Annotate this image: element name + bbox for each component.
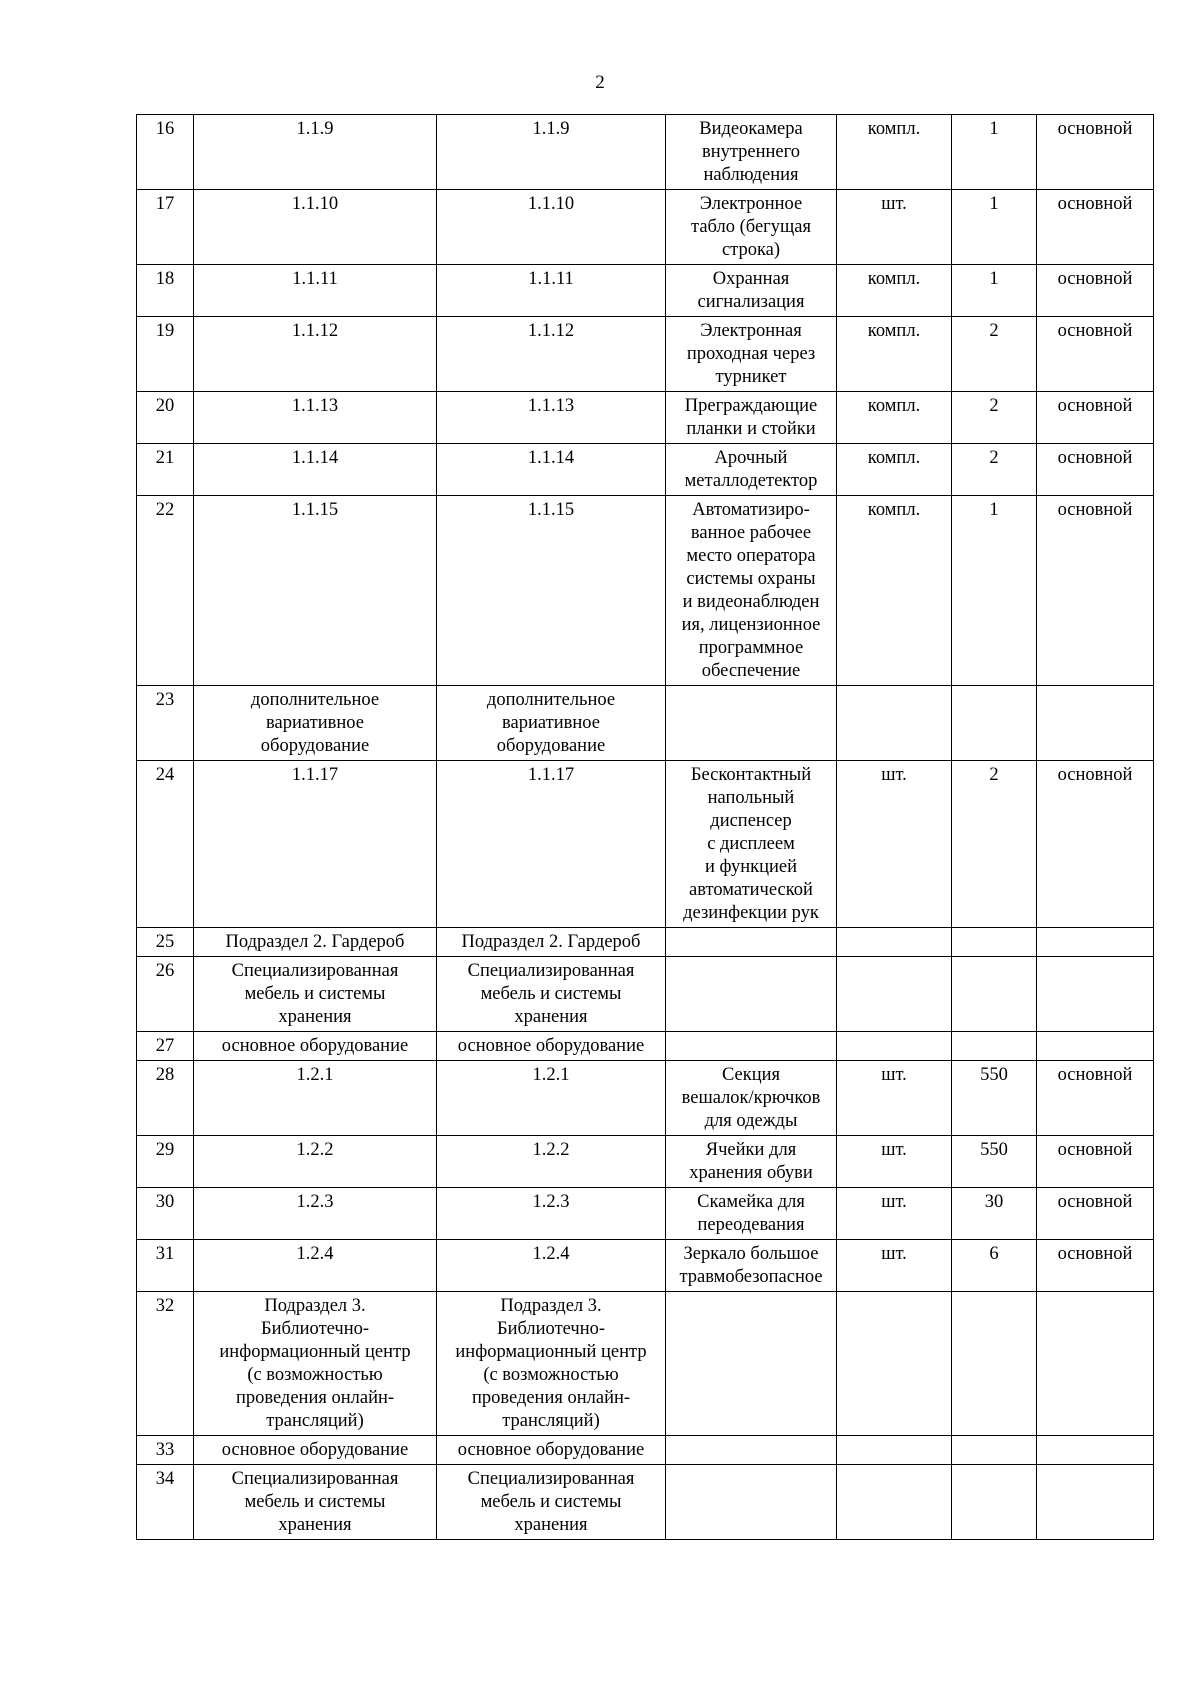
quantity-cell: 6 (952, 1240, 1037, 1292)
section-code-cell: 1.1.11 (194, 265, 437, 317)
table-row (137, 928, 1154, 957)
row-number-cell: 17 (137, 190, 194, 265)
table-row (137, 1061, 1154, 1136)
subsection-code-cell: Специализированная мебель и системы хранения (437, 957, 666, 1032)
equipment-type-cell: основной (1037, 496, 1154, 686)
subsection-code-cell: 1.1.15 (437, 496, 666, 686)
table-row (137, 496, 1154, 686)
unit-cell: компл. (837, 115, 952, 190)
row-number-cell: 32 (137, 1292, 194, 1436)
table-body (137, 115, 1154, 1540)
subsection-code-cell: 1.2.2 (437, 1136, 666, 1188)
quantity-cell: 2 (952, 392, 1037, 444)
section-code-cell: основное оборудование (194, 1436, 437, 1465)
unit-cell: компл. (837, 317, 952, 392)
equipment-type-cell (1037, 1032, 1154, 1061)
unit-cell: компл. (837, 392, 952, 444)
section-code-cell: дополнительное вариативное оборудование (194, 686, 437, 761)
unit-cell: компл. (837, 265, 952, 317)
quantity-cell (952, 1465, 1037, 1540)
equipment-name-cell: Автоматизиро- ванное рабочее место оператора системы охраны и видеонаблюден ия, лицензионное программное обеспечение (666, 496, 837, 686)
quantity-cell: 1 (952, 115, 1037, 190)
subsection-code-cell: 1.1.9 (437, 115, 666, 190)
table-row (137, 317, 1154, 392)
section-code-cell: 1.2.2 (194, 1136, 437, 1188)
quantity-cell: 1 (952, 190, 1037, 265)
equipment-name-cell (666, 686, 837, 761)
equipment-name-cell: Видеокамера внутреннего наблюдения (666, 115, 837, 190)
row-number-cell: 27 (137, 1032, 194, 1061)
equipment-type-cell: основной (1037, 761, 1154, 928)
unit-cell (837, 1032, 952, 1061)
equipment-type-cell: основной (1037, 190, 1154, 265)
equipment-name-cell: Зеркало большое травмобезопасное (666, 1240, 837, 1292)
equipment-name-cell (666, 1292, 837, 1436)
equipment-type-cell (1037, 1465, 1154, 1540)
subsection-code-cell: 1.1.14 (437, 444, 666, 496)
section-code-cell: 1.1.15 (194, 496, 437, 686)
unit-cell: шт. (837, 1136, 952, 1188)
table-row (137, 1465, 1154, 1540)
section-code-cell: 1.2.3 (194, 1188, 437, 1240)
section-code-cell: Подраздел 3. Библиотечно- информационный центр (с возможностью проведения онлайн- трансляций) (194, 1292, 437, 1436)
row-number-cell: 33 (137, 1436, 194, 1465)
quantity-cell (952, 1032, 1037, 1061)
table-row (137, 392, 1154, 444)
equipment-type-cell: основной (1037, 1240, 1154, 1292)
section-code-cell: 1.1.17 (194, 761, 437, 928)
unit-cell (837, 1436, 952, 1465)
quantity-cell: 1 (952, 265, 1037, 317)
row-number-cell: 21 (137, 444, 194, 496)
section-code-cell: 1.1.12 (194, 317, 437, 392)
equipment-type-cell: основной (1037, 1188, 1154, 1240)
subsection-code-cell: 1.1.10 (437, 190, 666, 265)
subsection-code-cell: дополнительное вариативное оборудование (437, 686, 666, 761)
subsection-code-cell: основное оборудование (437, 1436, 666, 1465)
equipment-name-cell (666, 1465, 837, 1540)
row-number-cell: 29 (137, 1136, 194, 1188)
table-row (137, 190, 1154, 265)
equipment-name-cell: Охранная сигнализация (666, 265, 837, 317)
subsection-code-cell: 1.2.4 (437, 1240, 666, 1292)
subsection-code-cell: 1.1.13 (437, 392, 666, 444)
table-row (137, 1032, 1154, 1061)
equipment-type-cell: основной (1037, 115, 1154, 190)
equipment-type-cell: основной (1037, 265, 1154, 317)
equipment-name-cell: Арочный металлодетектор (666, 444, 837, 496)
equipment-name-cell: Бесконтактный напольный диспенсер с дисплеем и функцией автоматической дезинфекции рук (666, 761, 837, 928)
unit-cell (837, 1292, 952, 1436)
quantity-cell (952, 957, 1037, 1032)
equipment-name-cell: Скамейка для переодевания (666, 1188, 837, 1240)
quantity-cell: 30 (952, 1188, 1037, 1240)
equipment-type-cell (1037, 928, 1154, 957)
row-number-cell: 25 (137, 928, 194, 957)
equipment-name-cell: Секция вешалок/крючков для одежды (666, 1061, 837, 1136)
subsection-code-cell: 1.1.17 (437, 761, 666, 928)
equipment-name-cell: Ячейки для хранения обуви (666, 1136, 837, 1188)
unit-cell (837, 686, 952, 761)
subsection-code-cell: 1.2.1 (437, 1061, 666, 1136)
unit-cell (837, 928, 952, 957)
row-number-cell: 19 (137, 317, 194, 392)
unit-cell: компл. (837, 496, 952, 686)
table-row (137, 265, 1154, 317)
page-number: 2 (595, 72, 605, 93)
equipment-type-cell (1037, 686, 1154, 761)
row-number-cell: 30 (137, 1188, 194, 1240)
unit-cell (837, 957, 952, 1032)
section-code-cell: 1.1.14 (194, 444, 437, 496)
equipment-name-cell (666, 928, 837, 957)
quantity-cell: 550 (952, 1136, 1037, 1188)
table-row (137, 444, 1154, 496)
subsection-code-cell: 1.2.3 (437, 1188, 666, 1240)
subsection-code-cell: 1.1.12 (437, 317, 666, 392)
unit-cell: шт. (837, 761, 952, 928)
equipment-table (136, 114, 1154, 1540)
row-number-cell: 16 (137, 115, 194, 190)
subsection-code-cell: 1.1.11 (437, 265, 666, 317)
equipment-type-cell (1037, 1436, 1154, 1465)
table-row (137, 1436, 1154, 1465)
section-code-cell: 1.1.9 (194, 115, 437, 190)
row-number-cell: 26 (137, 957, 194, 1032)
quantity-cell: 2 (952, 317, 1037, 392)
table-row (137, 761, 1154, 928)
equipment-type-cell: основной (1037, 1061, 1154, 1136)
unit-cell: шт. (837, 1188, 952, 1240)
quantity-cell (952, 686, 1037, 761)
section-code-cell: Подраздел 2. Гардероб (194, 928, 437, 957)
equipment-type-cell (1037, 1292, 1154, 1436)
table-row (137, 686, 1154, 761)
subsection-code-cell: Специализированная мебель и системы хранения (437, 1465, 666, 1540)
table-row (137, 1188, 1154, 1240)
section-code-cell: Специализированная мебель и системы хранения (194, 957, 437, 1032)
row-number-cell: 34 (137, 1465, 194, 1540)
quantity-cell (952, 1436, 1037, 1465)
subsection-code-cell: Подраздел 3. Библиотечно- информационный центр (с возможностью проведения онлайн- трансляций) (437, 1292, 666, 1436)
equipment-type-cell: основной (1037, 317, 1154, 392)
unit-cell: шт. (837, 1061, 952, 1136)
table-row (137, 115, 1154, 190)
quantity-cell: 550 (952, 1061, 1037, 1136)
row-number-cell: 20 (137, 392, 194, 444)
row-number-cell: 23 (137, 686, 194, 761)
table-row (137, 1292, 1154, 1436)
quantity-cell: 2 (952, 444, 1037, 496)
row-number-cell: 22 (137, 496, 194, 686)
equipment-name-cell: Электронное табло (бегущая строка) (666, 190, 837, 265)
unit-cell: шт. (837, 190, 952, 265)
equipment-name-cell (666, 1032, 837, 1061)
equipment-name-cell: Преграждающие планки и стойки (666, 392, 837, 444)
quantity-cell (952, 1292, 1037, 1436)
table-row (137, 1136, 1154, 1188)
equipment-name-cell (666, 957, 837, 1032)
equipment-name-cell: Электронная проходная через турникет (666, 317, 837, 392)
section-code-cell: 1.2.4 (194, 1240, 437, 1292)
section-code-cell: 1.1.10 (194, 190, 437, 265)
unit-cell: компл. (837, 444, 952, 496)
row-number-cell: 18 (137, 265, 194, 317)
row-number-cell: 31 (137, 1240, 194, 1292)
section-code-cell: 1.2.1 (194, 1061, 437, 1136)
unit-cell: шт. (837, 1240, 952, 1292)
row-number-cell: 24 (137, 761, 194, 928)
equipment-type-cell (1037, 957, 1154, 1032)
equipment-type-cell: основной (1037, 392, 1154, 444)
subsection-code-cell: Подраздел 2. Гардероб (437, 928, 666, 957)
section-code-cell: Специализированная мебель и системы хранения (194, 1465, 437, 1540)
quantity-cell: 2 (952, 761, 1037, 928)
section-code-cell: 1.1.13 (194, 392, 437, 444)
equipment-type-cell: основной (1037, 1136, 1154, 1188)
subsection-code-cell: основное оборудование (437, 1032, 666, 1061)
equipment-type-cell: основной (1037, 444, 1154, 496)
unit-cell (837, 1465, 952, 1540)
row-number-cell: 28 (137, 1061, 194, 1136)
equipment-name-cell (666, 1436, 837, 1465)
table-row (137, 957, 1154, 1032)
section-code-cell: основное оборудование (194, 1032, 437, 1061)
quantity-cell: 1 (952, 496, 1037, 686)
quantity-cell (952, 928, 1037, 957)
table-row (137, 1240, 1154, 1292)
